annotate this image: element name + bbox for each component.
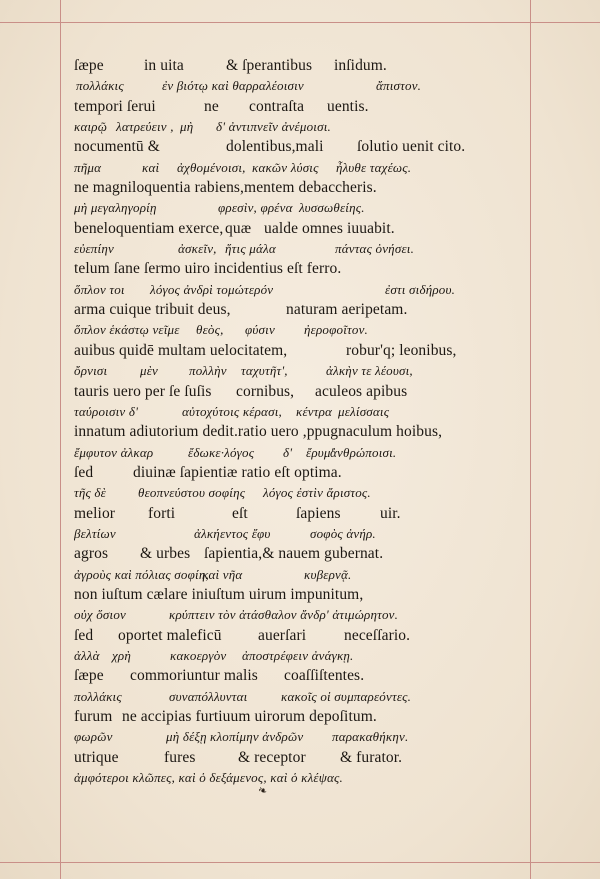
line-segment: πολλάκις [74, 688, 122, 704]
line-segment: κέντρα [296, 403, 333, 419]
line-segment: πάντας ὀνήσει. [335, 241, 415, 257]
line-segment: ualde omnes iuuabit. [264, 219, 395, 237]
line-segment: ὄρνισι [74, 363, 108, 379]
line-segment: & urbes [140, 545, 191, 563]
line-segment: ταύροισιν δ' [74, 403, 139, 419]
line-segment: commoriuntur malis [130, 667, 258, 685]
line-segment: neceſſario. [344, 626, 411, 644]
greek-line [74, 239, 522, 259]
line-segment: ſapientia,& nauem gubernat. [204, 545, 384, 563]
line-segment: ſed [74, 626, 94, 644]
line-segment: in uita [144, 57, 184, 74]
margin-rule-left [60, 0, 61, 879]
latin-line [74, 300, 522, 320]
line-segment: δ' [283, 444, 293, 460]
line-segment: auerſari [258, 626, 307, 644]
line-segment: ταχυτῆτ', [241, 363, 288, 379]
line-segment: utrique [74, 748, 119, 766]
greek-line [74, 483, 522, 503]
line-segment: βελτίων [74, 525, 116, 541]
greek-line [74, 198, 522, 218]
line-segment: telum ſane ſermo uiro incidentius eſt ferro. [74, 260, 342, 278]
line-segment: κακοεργὸν [170, 647, 227, 663]
line-segment: οὐχ ὅσιον [74, 607, 127, 623]
line-segment: coaſſiſtentes. [284, 667, 365, 685]
latin-line [74, 137, 522, 157]
line-segment: aculeos apibus [315, 382, 408, 400]
line-segment: λόγος ἀνδρὶ τομώτερόν [150, 281, 274, 297]
latin-line [74, 178, 522, 198]
latin-line [74, 56, 522, 76]
line-segment: παρακαθήκην. [332, 729, 409, 745]
line-segment: & furator. [340, 748, 403, 766]
line-segment: ſolutio uenit cito. [357, 138, 466, 156]
greek-line [74, 117, 522, 137]
line-segment: uir. [380, 504, 401, 522]
greek-line [74, 768, 522, 788]
line-segment: ne magniloquentia rabiens,mentem debaccheris. [74, 179, 377, 197]
line-segment: φρεσὶν, φρένα [218, 200, 293, 216]
line-segment: ὅπλον τοι [74, 281, 125, 297]
greek-line [74, 605, 522, 625]
line-segment: ἔρυμ' [306, 444, 334, 460]
line-segment: ἐν βιότῳ καὶ θαρραλέοισιν [162, 78, 304, 94]
line-segment: συναπόλλυνται [169, 688, 248, 704]
line-segment: fures [164, 748, 196, 766]
greek-line [74, 320, 522, 340]
latin-line [74, 422, 522, 442]
line-segment: κακῶν λύσις [252, 159, 319, 175]
latin-line [74, 382, 522, 402]
line-segment: ne accipias furtiuum uirorum depoſitum. [122, 708, 377, 725]
line-segment: eſt [232, 504, 248, 522]
line-segment: μὴ [180, 119, 194, 135]
line-segment: ἥτις μάλα [225, 241, 276, 257]
line-segment: μὲν [140, 363, 159, 379]
line-segment: κρύπτειν τὸν ἀτάσθαλον ἄνδρ' ἀτιμώρητον. [169, 607, 399, 623]
margin-rule-right [530, 0, 531, 879]
line-segment: & receptor [238, 748, 306, 766]
line-segment: ὅπλον ἑκάστῳ νεῖμε [74, 322, 180, 338]
line-segment: καιρῷ [74, 119, 108, 135]
latin-line [74, 219, 522, 239]
line-segment: φωρῶν [74, 729, 113, 745]
margin-rule-top [0, 22, 600, 23]
line-segment: ἀγροὺς καὶ πόλιας σοφίη, [74, 566, 209, 582]
line-segment: diuinæ ſapientiæ ratio eſt optima. [133, 463, 342, 481]
line-segment: beneloquentiam exerce, [74, 219, 224, 237]
latin-line [74, 626, 522, 646]
line-segment: ἄπιστον. [376, 78, 422, 94]
line-segment: ἀλκήεντος ἔφυ [194, 525, 271, 541]
line-segment: κυβερνᾷ. [304, 566, 352, 582]
latin-line [74, 504, 522, 524]
latin-line [74, 259, 522, 279]
latin-line [74, 544, 522, 564]
greek-line [74, 76, 522, 96]
ornament-mark: ❧ [256, 783, 269, 799]
line-segment: innatum adiutorium dedit.ratio uero ,ppugnaculum hoibus, [74, 423, 443, 441]
line-segment: πολλάκις [76, 78, 124, 94]
latin-line [74, 707, 522, 727]
greek-line [74, 565, 522, 585]
line-segment: ne [204, 97, 219, 115]
line-segment: ἀσκεῖν, [178, 241, 217, 257]
line-segment: oportet maleficū [118, 626, 222, 644]
line-segment: ἔδωκε·λόγος [188, 444, 255, 460]
line-segment: nocumentū & [74, 138, 160, 156]
line-segment: ἦλυθε ταχέως. [336, 159, 412, 175]
line-segment: καὶ [142, 159, 160, 175]
greek-line [74, 524, 522, 544]
latin-line [74, 666, 522, 686]
greek-line [74, 687, 522, 707]
line-segment: inſidum. [334, 57, 387, 74]
line-segment: ſapiens [296, 504, 341, 522]
greek-line [74, 443, 522, 463]
greek-line [74, 727, 522, 747]
line-segment: λυσσωθείης. [299, 200, 365, 216]
line-segment: agros [74, 545, 109, 563]
line-segment: forti [148, 504, 176, 522]
line-segment: λόγος ἐστὶν ἄριστος. [263, 485, 371, 501]
greek-line [74, 402, 522, 422]
line-segment: contraſta [249, 97, 305, 115]
line-segment: uentis. [327, 97, 369, 115]
greek-line [74, 361, 522, 381]
line-segment: ἠεροφοῖτον. [304, 322, 368, 338]
line-segment: καὶ νῆα [202, 566, 243, 582]
line-segment: κλοπίμην ἀνδρῶν [210, 729, 304, 745]
line-segment: πῆμα [74, 159, 102, 175]
line-segment: non iuſtum cælare iniuſtum uirum impunitum, [74, 585, 364, 603]
text-block [74, 56, 522, 788]
line-segment: θεὸς, [196, 322, 224, 338]
line-segment: ſed [74, 463, 94, 481]
line-segment: ἀλκὴν τε λέουσι, [326, 363, 413, 379]
line-segment: ἀποστρέφειν ἀνάγκῃ. [242, 647, 354, 663]
line-segment: & ſperantibus [226, 57, 313, 74]
line-segment: σοφὸς ἀνήρ. [310, 525, 376, 541]
line-segment: tauris uero per ſe ſuſis [74, 382, 212, 400]
line-segment: tempori ſerui [74, 97, 156, 115]
line-segment: dolentibus,mali [226, 138, 324, 156]
latin-line [74, 585, 522, 605]
line-segment: robur'q; leonibus, [346, 341, 457, 359]
line-segment: πολλὴν [189, 363, 227, 379]
line-segment: auibus quidē multam uelocitatem, [74, 341, 288, 359]
line-segment: φύσιν [245, 322, 275, 338]
line-segment: ἐστι σιδήρου. [385, 281, 456, 297]
latin-line [74, 97, 522, 117]
line-segment: ἔμφυτον ἀλκαρ [74, 444, 154, 460]
latin-line [74, 341, 522, 361]
greek-line [74, 280, 522, 300]
latin-line [74, 463, 522, 483]
latin-line [74, 748, 522, 768]
line-segment: κακοῖς οἱ συμπαρεόντες. [281, 688, 412, 704]
line-segment: τῆς δὲ [74, 485, 106, 501]
line-segment: θεοπνεύστου σοφίης [138, 485, 246, 501]
line-segment: μὴ δέξῃ [166, 729, 207, 745]
line-segment: μελίσσαις [338, 403, 390, 419]
line-segment: χρὴ [112, 647, 132, 663]
line-segment: εὐεπίην [74, 241, 114, 257]
line-segment: ἀχθομένοισι, [177, 159, 246, 175]
line-segment: αὐτοχύτοις κέρασι, [182, 403, 282, 419]
line-segment: arma cuique tribuit deus, [74, 301, 231, 319]
greek-line [74, 158, 522, 178]
line-segment: ἀνθρώποισι. [330, 444, 397, 460]
line-segment: ſæpe [74, 57, 104, 74]
line-segment: δ' ἀντιπνεῖν ἀνέμοισι. [216, 119, 331, 135]
line-segment: ſæpe [74, 667, 104, 685]
greek-line [74, 646, 522, 666]
line-segment: naturam aeripetam. [286, 301, 408, 319]
margin-rule-bottom [0, 862, 600, 863]
line-segment: ἀμφότεροι κλῶπες, καὶ ὁ δεξάμενος, καὶ ὁ κλέψας. [74, 770, 343, 786]
line-segment: cornibus, [236, 382, 295, 400]
line-segment: λατρεύειν , [116, 119, 174, 135]
line-segment: quæ [225, 219, 252, 237]
line-segment: ἀλλὰ [74, 647, 100, 663]
line-segment: furum [74, 708, 113, 725]
line-segment: μὴ μεγαληγορίῃ [74, 200, 157, 216]
line-segment: melior [74, 504, 116, 522]
